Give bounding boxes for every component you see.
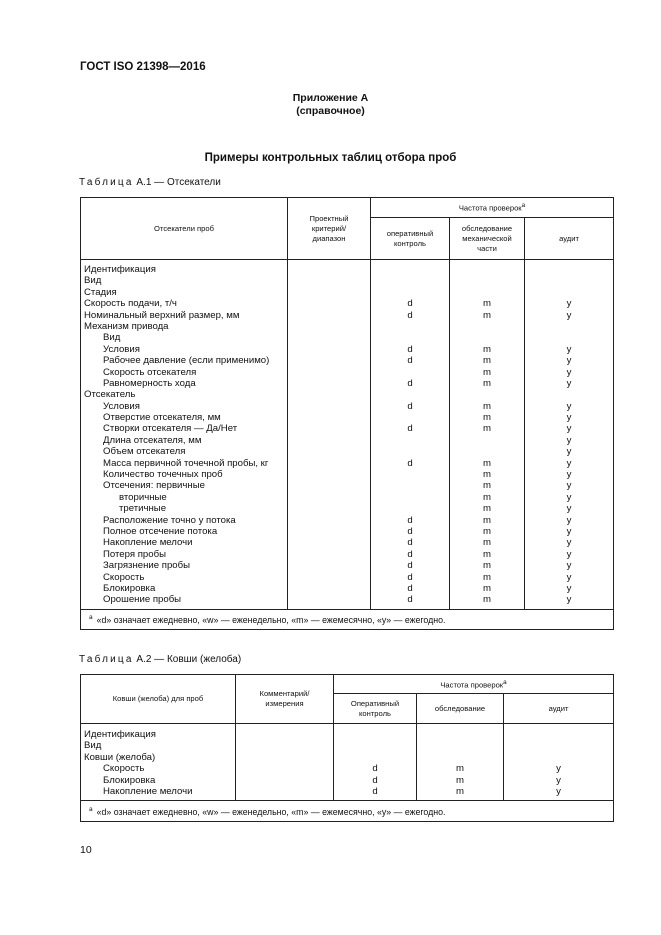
page-number: 10 [80, 844, 92, 856]
table1-cell-mechanical: m [483, 309, 491, 321]
table2-cell-mechanical: m [456, 774, 464, 786]
table1-cell-operational [371, 446, 449, 457]
table1-criterion-column [288, 260, 371, 610]
table1-audit-column [525, 260, 614, 610]
table1-cell-mechanical: m [483, 457, 491, 469]
table1-row-label: Механизм привода [84, 320, 169, 332]
table1-cell-audit: y [566, 355, 572, 367]
table1-cell-operational: d [407, 298, 413, 310]
table2-cell-operational [334, 740, 416, 751]
table2-caption [79, 654, 241, 665]
document-code: ГОСТ ISO 21398—2016 [80, 61, 206, 73]
table1-cell-audit: y [566, 469, 572, 481]
table1-cell-audit [525, 321, 613, 332]
table1-cell-mechanical: m [483, 537, 491, 549]
table1-row-label: Блокировка [103, 582, 156, 594]
table2-cell-audit: y [556, 774, 561, 786]
table1-cell-mechanical: m [483, 560, 491, 572]
table1-caption [79, 177, 221, 188]
table1-row-label: третичные [119, 503, 167, 515]
table1-cell-operational [371, 264, 449, 275]
table1-cell-audit [525, 275, 613, 286]
table1-cell-mechanical: m [483, 355, 491, 367]
table1-row-label: Длина отсекателя, мм [103, 434, 202, 446]
table1-cell-audit: y [566, 571, 572, 583]
table2-cell-audit [504, 752, 613, 763]
table1 [80, 197, 614, 630]
table2-cell-operational [334, 752, 416, 763]
table2-cell-audit: y [556, 763, 561, 775]
table2-cell-operational: d [372, 763, 378, 775]
table1-cell-mechanical [450, 332, 524, 343]
table1-row-label: Стадия [84, 286, 117, 298]
table1-cell-audit: y [566, 377, 572, 389]
table1-footnote-mark: a [89, 613, 93, 621]
table1-labels-column [81, 260, 288, 610]
table1-row-label: Количество точечных проб [103, 469, 223, 481]
table1-row-label: Условия [103, 343, 140, 355]
table2-header-buckets: Ковши (желоба) для проб [81, 675, 236, 724]
table1-row-label: Рабочее давление (если применимо) [103, 355, 270, 367]
table1-caption-text: А.1 — Отсекатели [136, 177, 221, 188]
table2-operational-column [334, 724, 417, 801]
table1-cell-mechanical: m [483, 503, 491, 515]
table1-row-label: вторичные [119, 491, 167, 503]
table1-cell-audit: y [566, 480, 572, 492]
table1-header-operational: оперативный контроль [371, 218, 450, 260]
table1-cell-operational [371, 469, 449, 480]
table1-row-label: Объем отсекателя [103, 446, 186, 458]
table1-cell-audit: y [566, 548, 572, 560]
table1-cell-mechanical: m [483, 343, 491, 355]
table1-cell-operational: d [407, 525, 413, 537]
table1-row-label: Условия [103, 400, 140, 412]
table2-cell-mechanical [417, 752, 503, 763]
table1-row-label: Расположение точно у потока [103, 514, 236, 526]
table2-row-label: Накопление мелочи [103, 785, 193, 797]
table1-cell-operational [371, 332, 449, 343]
table2-header-operational: Оперативный контроль [334, 694, 417, 724]
table1-header-samplers: Отсекатели проб [81, 198, 288, 260]
table1-cell-operational: d [407, 560, 413, 572]
table1-cell-mechanical [450, 389, 524, 400]
table1-cell-operational [371, 480, 449, 491]
table2-cell-mechanical [417, 740, 503, 751]
table2-header-audit: аудит [504, 694, 614, 724]
table1-row-label: Загрязнение пробы [103, 560, 190, 572]
table2-cell-mechanical [417, 729, 503, 740]
table2-row-label: Вид [84, 740, 102, 752]
table1-cell-audit: y [566, 560, 572, 572]
table1-cell-operational: d [407, 343, 413, 355]
table1-row-label: Накопление мелочи [103, 537, 193, 549]
table1-cell-mechanical: m [483, 514, 491, 526]
table2-cell-operational: d [372, 774, 378, 786]
table1-row-label: Номинальный верхний размер, мм [84, 309, 240, 321]
table2-row-label: Идентификация [84, 729, 156, 740]
table1-cell-operational: d [407, 423, 413, 435]
table1-row-label: Отверстие отсекателя, мм [103, 412, 221, 424]
table1-cell-mechanical: m [483, 377, 491, 389]
table1-cell-operational: d [407, 537, 413, 549]
table1-cell-audit: y [566, 525, 572, 537]
table1-cell-mechanical [450, 287, 524, 298]
table1-cell-audit: y [566, 366, 572, 378]
table1-cell-operational [371, 389, 449, 400]
table1-cell-audit [525, 264, 613, 275]
table1-cell-operational: d [407, 571, 413, 583]
table1-cell-mechanical: m [483, 412, 491, 424]
table1-operational-column [371, 260, 450, 610]
table1-cell-operational: d [407, 548, 413, 560]
table1-row-label: Полное отсечение потока [103, 525, 218, 537]
table1-cell-operational: d [407, 400, 413, 412]
table1-cell-audit: y [566, 582, 572, 594]
table1-cell-operational [371, 503, 449, 514]
table2-caption-text: А.2 — Ковши (желоба) [136, 654, 242, 665]
table1-row-label: Отсекатель [84, 389, 136, 401]
table1-cell-mechanical [450, 446, 524, 457]
table1-cell-audit: y [566, 434, 572, 446]
table1-row-label: Идентификация [84, 264, 156, 275]
table1-cell-operational [371, 275, 449, 286]
table1-cell-mechanical: m [483, 571, 491, 583]
table1-cell-operational: d [407, 582, 413, 594]
table1-row-label: Вид [84, 275, 102, 287]
table1-cell-operational [371, 435, 449, 446]
table1-cell-operational [371, 412, 449, 423]
table1-row-label: Скорость [103, 571, 145, 583]
table1-cell-operational: d [407, 457, 413, 469]
table2-comment-column [236, 724, 334, 801]
table1-cell-audit: y [566, 491, 572, 503]
table1-cell-audit: y [566, 412, 572, 424]
table2-header-frequency-text: Частота проверок [440, 680, 504, 690]
table2-cell-operational [334, 729, 416, 740]
table1-row-label: Створки отсекателя — Да/Нет [103, 423, 238, 435]
table1-cell-mechanical [450, 435, 524, 446]
table1-cell-mechanical: m [483, 298, 491, 310]
table1-row-label: Вид [103, 332, 121, 344]
table2-row-label: Блокировка [103, 774, 156, 786]
table2-row-label: Ковши (желоба) [84, 751, 156, 763]
table1-cell-mechanical: m [483, 491, 491, 503]
table1-row-label: Орошение пробы [103, 594, 182, 606]
table2-cell-mechanical: m [456, 763, 464, 775]
table1-cell-audit: y [566, 400, 572, 412]
table1-cell-audit [525, 287, 613, 298]
table1-cell-mechanical [450, 275, 524, 286]
appendix-subtitle: (справочное) [296, 105, 365, 117]
table1-cell-audit: y [566, 457, 572, 469]
table2-row-label: Скорость [103, 763, 145, 775]
table1-row-label: Скорость отсекателя [103, 366, 197, 378]
table1-cell-audit: y [566, 423, 572, 435]
table1-cell-audit [525, 332, 613, 343]
table2-audit-column [504, 724, 614, 801]
table1-header-frequency-text: Частота проверок [458, 203, 522, 213]
table1-cell-audit: y [566, 514, 572, 526]
table1-cell-operational [371, 287, 449, 298]
table1-cell-mechanical: m [483, 400, 491, 412]
page-title: Примеры контрольных таблиц отбора проб [204, 152, 457, 164]
table1-footnote [81, 609, 614, 629]
table1-header-mechanical: обследование механической части [450, 218, 525, 260]
table1-cell-audit: y [566, 298, 572, 310]
table2-footnote [81, 801, 614, 822]
table2-cell-audit [504, 729, 613, 740]
table1-row-label: Потеря пробы [103, 548, 166, 560]
table1-cell-mechanical [450, 264, 524, 275]
table1-cell-audit: y [566, 309, 572, 321]
table1-cell-audit: y [566, 503, 572, 515]
table2-cell-operational: d [372, 785, 378, 797]
table1-cell-mechanical: m [483, 594, 491, 606]
table1-cell-operational: d [407, 514, 413, 526]
table1-row-label: Масса первичной точечной пробы, кг [103, 457, 269, 469]
table2-inspection-column [417, 724, 504, 801]
table1-row-label: Отсечения: первичные [103, 480, 205, 492]
table1-cell-mechanical: m [483, 469, 491, 481]
table1-cell-operational: d [407, 377, 413, 389]
table1-header-frequency [371, 198, 614, 218]
table1-cell-mechanical: m [483, 525, 491, 537]
table2-cell-audit: y [556, 785, 561, 797]
table1-cell-audit: y [566, 594, 572, 606]
table1-cell-mechanical: m [483, 480, 491, 492]
table1-cell-mechanical: m [483, 548, 491, 560]
table1-cell-audit: y [566, 446, 572, 458]
table1-footnote-text: «d» означает ежедневно, «w» — еженедельно, «m» — ежемесячно, «y» — ежегодно. [96, 614, 446, 625]
table1-cell-operational [371, 321, 449, 332]
table1-header-frequency-sup: a [521, 202, 526, 210]
table1-cell-operational: d [407, 309, 413, 321]
table1-cell-operational [371, 367, 449, 378]
table1-caption-label: Таблица [79, 177, 134, 188]
table1-mechanical-column [450, 260, 525, 610]
table2-header-frequency-sup: a [503, 678, 507, 686]
table2-cell-audit [504, 740, 613, 751]
table2-header-comment: Комментарий/ измерения [236, 675, 334, 724]
table1-cell-audit: y [566, 343, 572, 355]
table1-row-label: Равномерность хода [103, 377, 196, 389]
table2-header-inspection: обследование [417, 694, 504, 724]
table2-cell-mechanical: m [456, 785, 464, 797]
table1-cell-audit: y [566, 537, 572, 549]
table1-cell-mechanical: m [483, 582, 491, 594]
table1-header-audit: аудит [525, 218, 614, 260]
table1-cell-mechanical [450, 321, 524, 332]
table1-cell-audit [525, 389, 613, 400]
table1-row-label: Скорость подачи, т/ч [84, 298, 177, 310]
table2-footnote-mark: a [89, 805, 93, 813]
table2-header-frequency [334, 675, 614, 694]
table1-cell-operational: d [407, 355, 413, 367]
table1-cell-mechanical: m [483, 366, 491, 378]
table1-cell-operational: d [407, 594, 413, 606]
appendix-title: Приложение А [292, 92, 369, 104]
table2-footnote-text: «d» означает ежедневно, «w» — еженедельно, «m» — ежемесячно, «y» — ежегодно. [96, 806, 446, 817]
table2-caption-label: Таблица [79, 654, 134, 665]
table1-cell-operational [371, 492, 449, 503]
table1-header-criterion: Проектный критерий/ диапазон [288, 198, 371, 260]
table2 [80, 674, 614, 822]
table2-labels-column [81, 724, 236, 801]
table1-cell-mechanical: m [483, 423, 491, 435]
